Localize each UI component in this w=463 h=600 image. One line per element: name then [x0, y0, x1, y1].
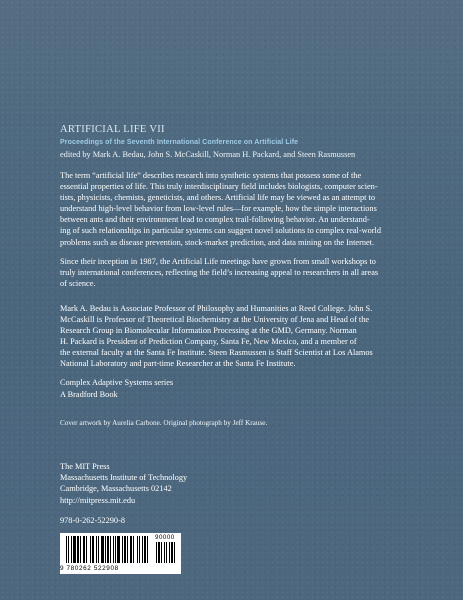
- barcode-bar: [107, 536, 109, 563]
- barcode-bar: [83, 536, 85, 563]
- barcode-addon-bar: [164, 542, 165, 563]
- barcode-bar: [101, 536, 104, 563]
- text-line: ing of such relationships in particular systems can suggest novel solutions to complex real-world: [60, 226, 381, 236]
- barcode-bar: [66, 536, 67, 563]
- text-line: Research Group in Biomolecular Information Processing at the GMD, Germany. Norman: [60, 326, 357, 336]
- editors-bio-paragraph: [60, 303, 420, 370]
- barcode-bar: [130, 536, 132, 563]
- barcode-bar: [115, 536, 116, 563]
- barcode-addon-bar: [161, 542, 162, 563]
- barcode-addon-bar: [166, 542, 167, 563]
- barcode-bar: [142, 536, 143, 563]
- editors-line: edited by Mark A. Bedau, John S. McCaskill, Norman H. Packard, and Steen Rasmussen: [60, 150, 356, 159]
- description-paragraph: [60, 170, 420, 248]
- barcode-bar: [92, 536, 94, 563]
- text-line: problems such as disease prevention, stock-market prediction, and data mining on the Internet.: [60, 237, 375, 247]
- barcode-bar: [117, 536, 120, 563]
- barcode-bar: [77, 536, 79, 563]
- barcode-bar: [73, 536, 76, 563]
- text-line: Since their inception in 1987, the Artificial Life meetings have grown from small workshops to: [60, 257, 376, 266]
- barcode-bar: [110, 536, 111, 563]
- barcode-bar: [139, 536, 140, 563]
- barcode-bar: [90, 536, 91, 563]
- imprint-name: A Bradford Book: [60, 389, 118, 399]
- barcode-bar: [86, 536, 87, 563]
- barcode-bar: [71, 536, 72, 563]
- isbn-barcode: [60, 533, 181, 574]
- publisher-name: The MIT Press: [60, 462, 110, 471]
- series-info: [60, 377, 420, 400]
- text-line: tists, physicists, chemists, geneticists, and others. Artificial life may be viewed as an attempt to: [60, 193, 375, 203]
- barcode-bar: [80, 536, 81, 563]
- publisher-city: Cambridge, Massachusetts 02142: [60, 484, 172, 494]
- barcode-bar: [137, 536, 138, 563]
- barcode-addon-bar: [174, 542, 175, 563]
- barcode-bar: [127, 536, 128, 563]
- barcode-bar: [113, 536, 114, 563]
- text-line: Mark A. Bedau is Associate Professor of Philosophy and Humanities at Reed College. John S.: [60, 304, 373, 313]
- barcode-addon-bar: [156, 542, 157, 563]
- barcode-bar: [124, 536, 126, 563]
- book-series-title: ARTIFICIAL LIFE VII: [60, 124, 165, 135]
- publisher-institute: Massachusetts Institute of Technology: [60, 473, 188, 483]
- text-line: National Laboratory and part-time Researcher at the Santa Fe Institute.: [60, 359, 296, 369]
- publisher-url[interactable]: http://mitpress.mit.edu: [60, 495, 136, 505]
- barcode-bar: [122, 536, 123, 563]
- barcode-addon-bar: [169, 542, 170, 563]
- barcode-addon-bar: [158, 542, 160, 563]
- barcode-addon-code: 90000: [155, 534, 175, 541]
- text-line: McCaskill is Professor of Theoretical Biochemistry at the University of Jena and Head of the: [60, 315, 370, 325]
- barcode-digits: 9 780262 522908: [60, 565, 119, 572]
- barcode-bar: [96, 536, 97, 563]
- book-subtitle: Proceedings of the Seventh International Conference on Artificial Life: [60, 139, 299, 146]
- text-line: of science.: [60, 279, 96, 289]
- text-line: essential properties of life. This truly interdisciplinary field includes biologists, computer scien-: [60, 182, 378, 192]
- series-name: Complex Adaptive Systems series: [60, 378, 174, 387]
- barcode-bar: [105, 536, 106, 563]
- cover-credits: Cover artwork by Aurelia Carbone. Original photograph by Jeff Krause.: [60, 419, 268, 427]
- barcode-bar: [68, 536, 69, 563]
- publisher-address: [60, 461, 420, 506]
- text-line: The term “artificial life” describes research into synthetic systems that possess some of the: [60, 171, 362, 180]
- isbn-number: 978-0-262-52290-8: [60, 516, 125, 525]
- barcode-bar: [147, 536, 148, 563]
- barcode-bar: [133, 536, 134, 563]
- text-line: the external faculty at the Santa Fe Institute. Steen Rasmussen is Staff Scientist at Los Alamos: [60, 348, 373, 358]
- barcode-bar: [144, 536, 146, 563]
- text-line: H. Packard is President of Prediction Company, Santa Fe, New Mexico, and a member of: [60, 337, 357, 347]
- barcode-addon-bar: [171, 542, 173, 563]
- text-line: understand high-level behavior from low-level rules—for example, how the simple interactions: [60, 204, 377, 214]
- text-line: between ants and their environment lead to complex trail-following behavior. An understand-: [60, 215, 370, 225]
- barcode-bar: [98, 536, 99, 563]
- text-line: truly international conferences, reflecting the field’s increasing appeal to researchers in all areas: [60, 268, 379, 278]
- history-paragraph: [60, 256, 420, 289]
